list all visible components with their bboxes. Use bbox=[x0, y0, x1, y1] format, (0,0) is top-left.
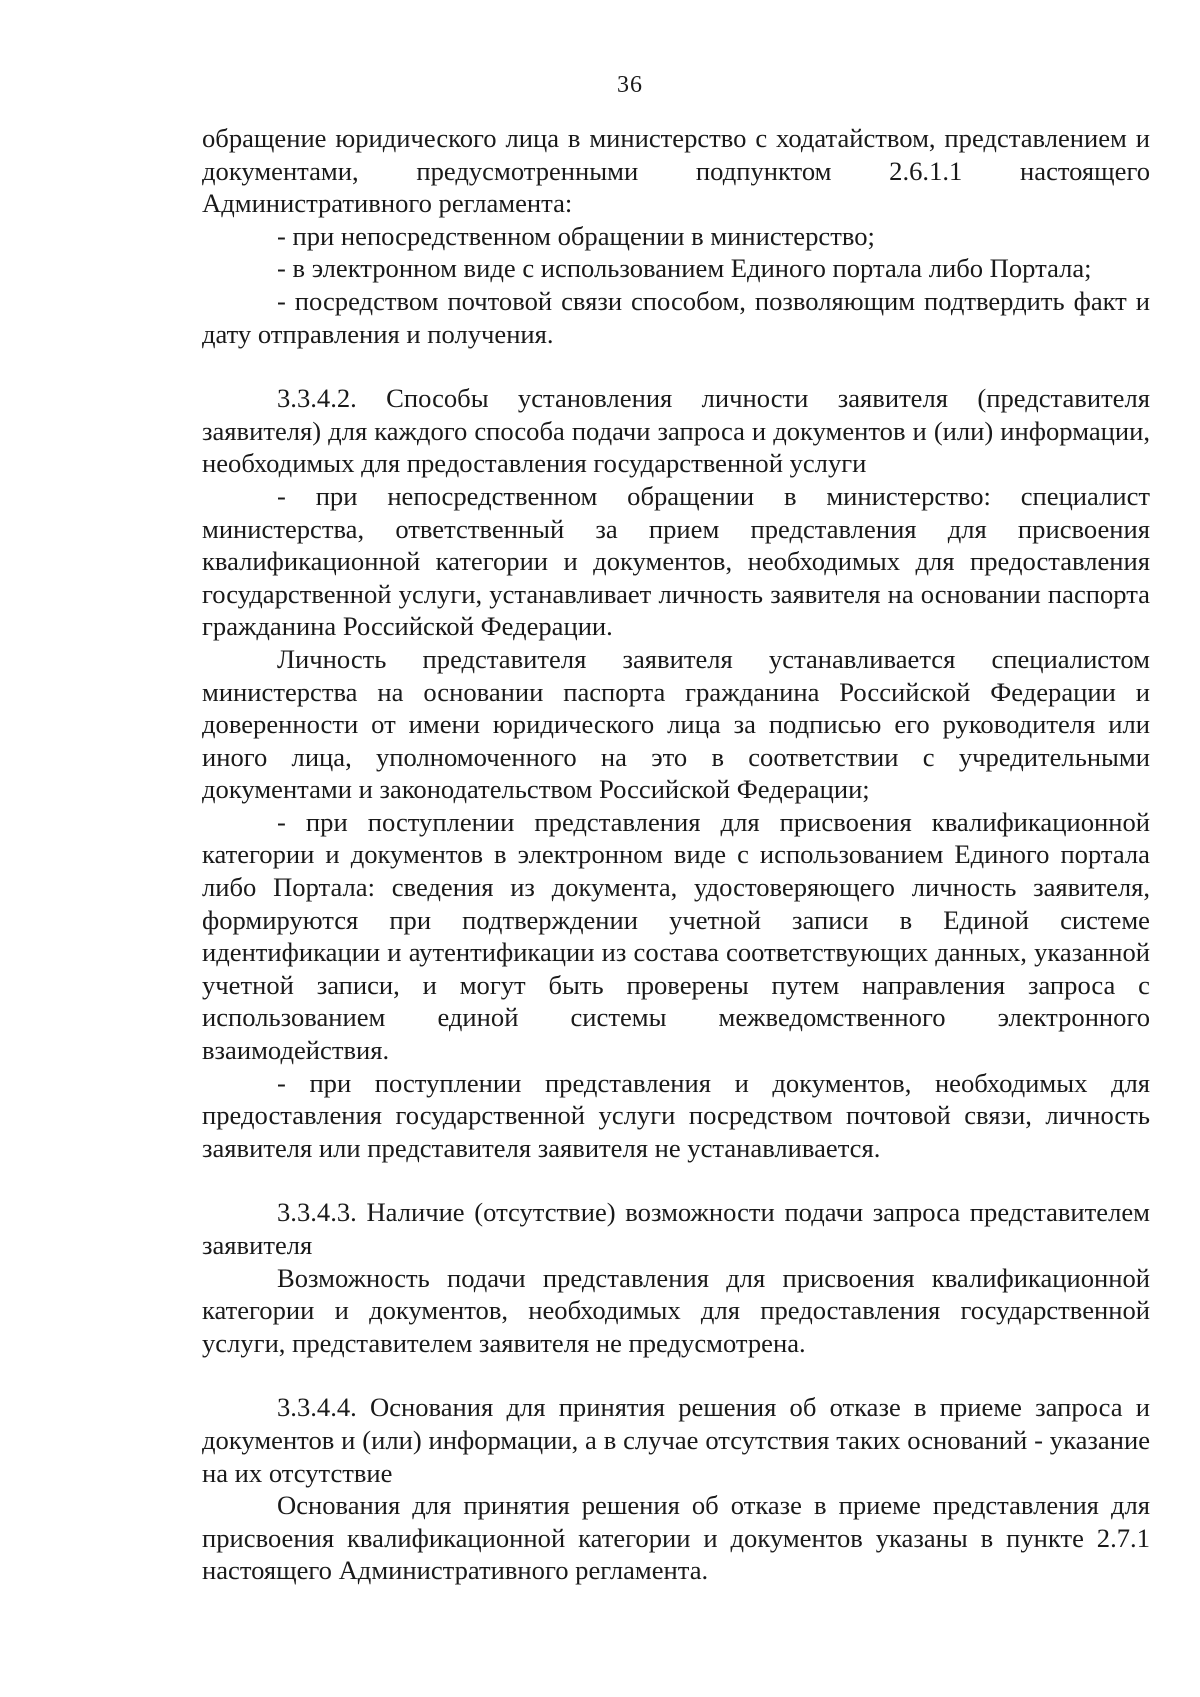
paragraph: Основания для принятия решения об отказе в приеме представления для присвоения квалификационной категории и документов указаны в пункте 2.7.1 настоящего Административного регламента. bbox=[202, 1490, 1150, 1586]
list-item: - при поступлении представления для присвоения квалификационной категории и документов в электронном виде с использованием Единого портала либо Портала: сведения из документа, удостоверяющего личность заявителя, формируются при подтверждении учетной записи в Единой системе идентификации и аутентификации из состава соответствующих данных, указанной учетной записи, и могут быть проверены путем направления запроса с использованием единой системы межведомственного электронного взаимодействия. bbox=[202, 806, 1150, 1066]
page-number: 36 bbox=[617, 72, 643, 98]
section-heading-3-3-4-2: 3.3.4.2. Способы установления личности заявителя (представителя заявителя) для каждого способа подачи запроса и документов и (или) информации, необходимых для предоставления государственной услуги bbox=[202, 383, 1150, 479]
section-heading-3-3-4-3: 3.3.4.3. Наличие (отсутствие) возможности подачи запроса представителем заявителя bbox=[202, 1197, 1150, 1260]
paragraph: Возможность подачи представления для присвоения квалификационной категории и документов, необходимых для предоставления государственной услуги, представителем заявителя не предусмотрена. bbox=[202, 1262, 1150, 1358]
section-heading-3-3-4-4: 3.3.4.4. Основания для принятия решения об отказе в приеме запроса и документов и (или) информации, а в случае отсутствия таких оснований - указание на их отсутствие bbox=[202, 1392, 1150, 1488]
list-item: - в электронном виде с использованием Единого портала либо Портала; bbox=[277, 253, 1092, 284]
list-item: - при поступлении представления и документов, необходимых для предоставления государственной услуги посредством почтовой связи, личность заявителя или представителя заявителя не устанавливается. bbox=[202, 1067, 1150, 1163]
paragraph: Личность представителя заявителя устанавливается специалистом министерства на основании паспорта гражданина Российской Федерации и доверенности от имени юридического лица за подписью его руководителя или иного лица, уполномоченного на это в соответствии с учредительными документами и законодательством Российской Федерации; bbox=[202, 643, 1150, 805]
spacer bbox=[202, 350, 1150, 382]
list-item: - при непосредственном обращении в министерство: специалист министерства, ответственный за прием представления для присвоения квалификационной категории и документов, необходимых для предоставления государственной услуги, устанавливает личность заявителя на основании паспорта гражданина Российской Федерации. bbox=[202, 480, 1150, 642]
paragraph: обращение юридического лица в министерство с ходатайством, представлением и документами, предусмотренными подпунктом 2.6.1.1 настоящего Административного регламента: bbox=[202, 123, 1150, 219]
spacer bbox=[202, 1359, 1150, 1391]
document-body bbox=[202, 122, 1150, 1587]
list-item: - при непосредственном обращении в министерство; bbox=[277, 220, 875, 251]
spacer bbox=[202, 1164, 1150, 1196]
list-item: - посредством почтовой связи способом, позволяющим подтвердить факт и дату отправления и получения. bbox=[202, 285, 1150, 349]
